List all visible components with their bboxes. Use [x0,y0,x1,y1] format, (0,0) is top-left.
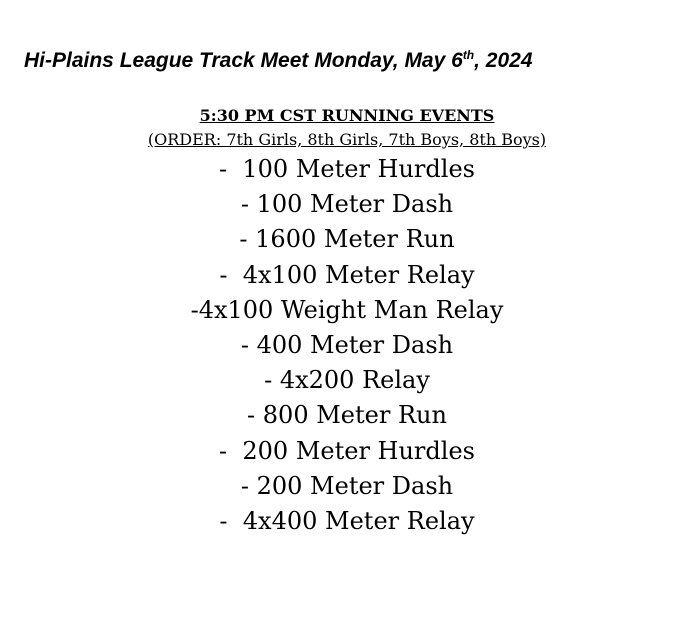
meet-title [24,49,533,73]
event-item: - 400 Meter Dash [240,330,454,359]
ordinal-suffix: th [462,48,475,62]
event-item: - 200 Meter Dash [240,471,454,500]
event-item: - 100 Meter Dash [240,190,454,219]
section-heading: 5:30 PM CST RUNNING EVENTS [199,106,495,125]
event-item: - 4x400 Meter Relay [219,506,475,535]
event-item: - 1600 Meter Run [239,225,455,254]
meet-title-year: , 2024 [474,49,533,72]
event-item: -4x100 Weight Man Relay [190,295,504,324]
order-note: (ORDER: 7th Girls, 8th Girls, 7th Boys, 8th Boys) [147,130,547,149]
event-item: - 200 Meter Hurdles [219,436,475,465]
meet-title-text: Hi-Plains League Track Meet Monday, May 6 [24,49,463,72]
events-list [0,152,686,539]
event-item: - 100 Meter Hurdles [219,155,475,183]
event-item: - 4x200 Relay [264,366,430,395]
event-item: - 800 Meter Run [247,401,447,430]
event-item: - 4x100 Meter Relay [219,260,475,289]
